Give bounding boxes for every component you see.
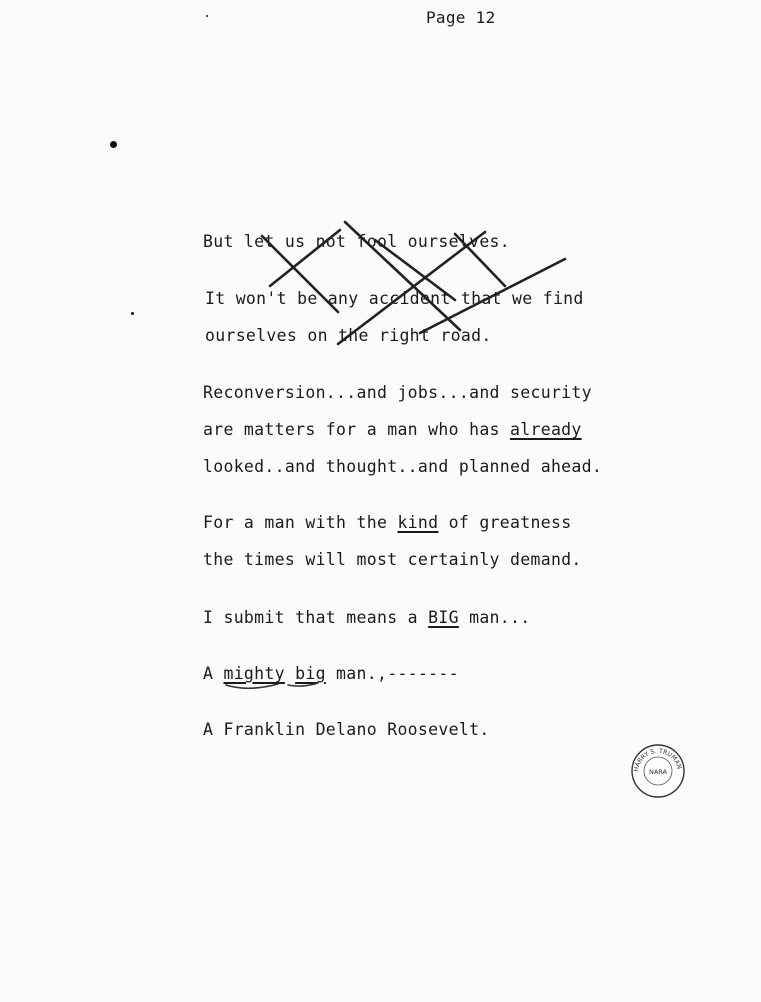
- underlined-word-mighty: mighty: [223, 664, 285, 683]
- text-span: [285, 664, 295, 683]
- ink-spot: [131, 312, 134, 315]
- underlined-word-kind: kind: [397, 513, 439, 532]
- text-span: of greatness: [438, 513, 572, 532]
- typed-line-8: the times will most certainly demand.: [203, 550, 582, 569]
- library-stamp: [630, 743, 686, 799]
- pencil-underline-mark: [226, 684, 278, 688]
- page-number: Page 12: [426, 8, 496, 27]
- stamp-arc-text: HARRY S. TRUMAN: [632, 747, 683, 773]
- stamp-graphic: [630, 743, 686, 799]
- typed-line-9: [203, 610, 531, 627]
- typed-line-5: [203, 422, 582, 439]
- text-span: For a man with the: [203, 513, 398, 532]
- underlined-word-big-2: big: [295, 664, 326, 683]
- typed-line-7: [203, 515, 571, 532]
- stamp-center-text: NARA: [648, 768, 668, 776]
- text-span: A: [203, 664, 224, 683]
- ink-spot: [110, 141, 117, 148]
- underlined-word-already: already: [510, 420, 582, 439]
- typed-line-6: looked..and thought..and planned ahead.: [203, 457, 603, 476]
- text-span: man.,-------: [325, 664, 459, 683]
- typed-line-2: It won't be any accident that we find: [205, 289, 584, 308]
- pencil-underline-mark: [288, 683, 318, 686]
- underlined-word-big: BIG: [428, 608, 459, 627]
- text-span: man...: [458, 608, 531, 627]
- typed-line-10: [203, 666, 459, 683]
- text-span: I submit that means a: [203, 608, 429, 627]
- text-span: are matters for a man who has: [203, 420, 511, 439]
- ink-spot: [206, 15, 208, 17]
- typed-line-4: Reconversion...and jobs...and security: [203, 383, 592, 402]
- typed-line-11: A Franklin Delano Roosevelt.: [203, 720, 490, 739]
- typed-line-3: ourselves on the right road.: [205, 326, 492, 345]
- typed-line-1: But let us not fool ourselves.: [203, 232, 511, 251]
